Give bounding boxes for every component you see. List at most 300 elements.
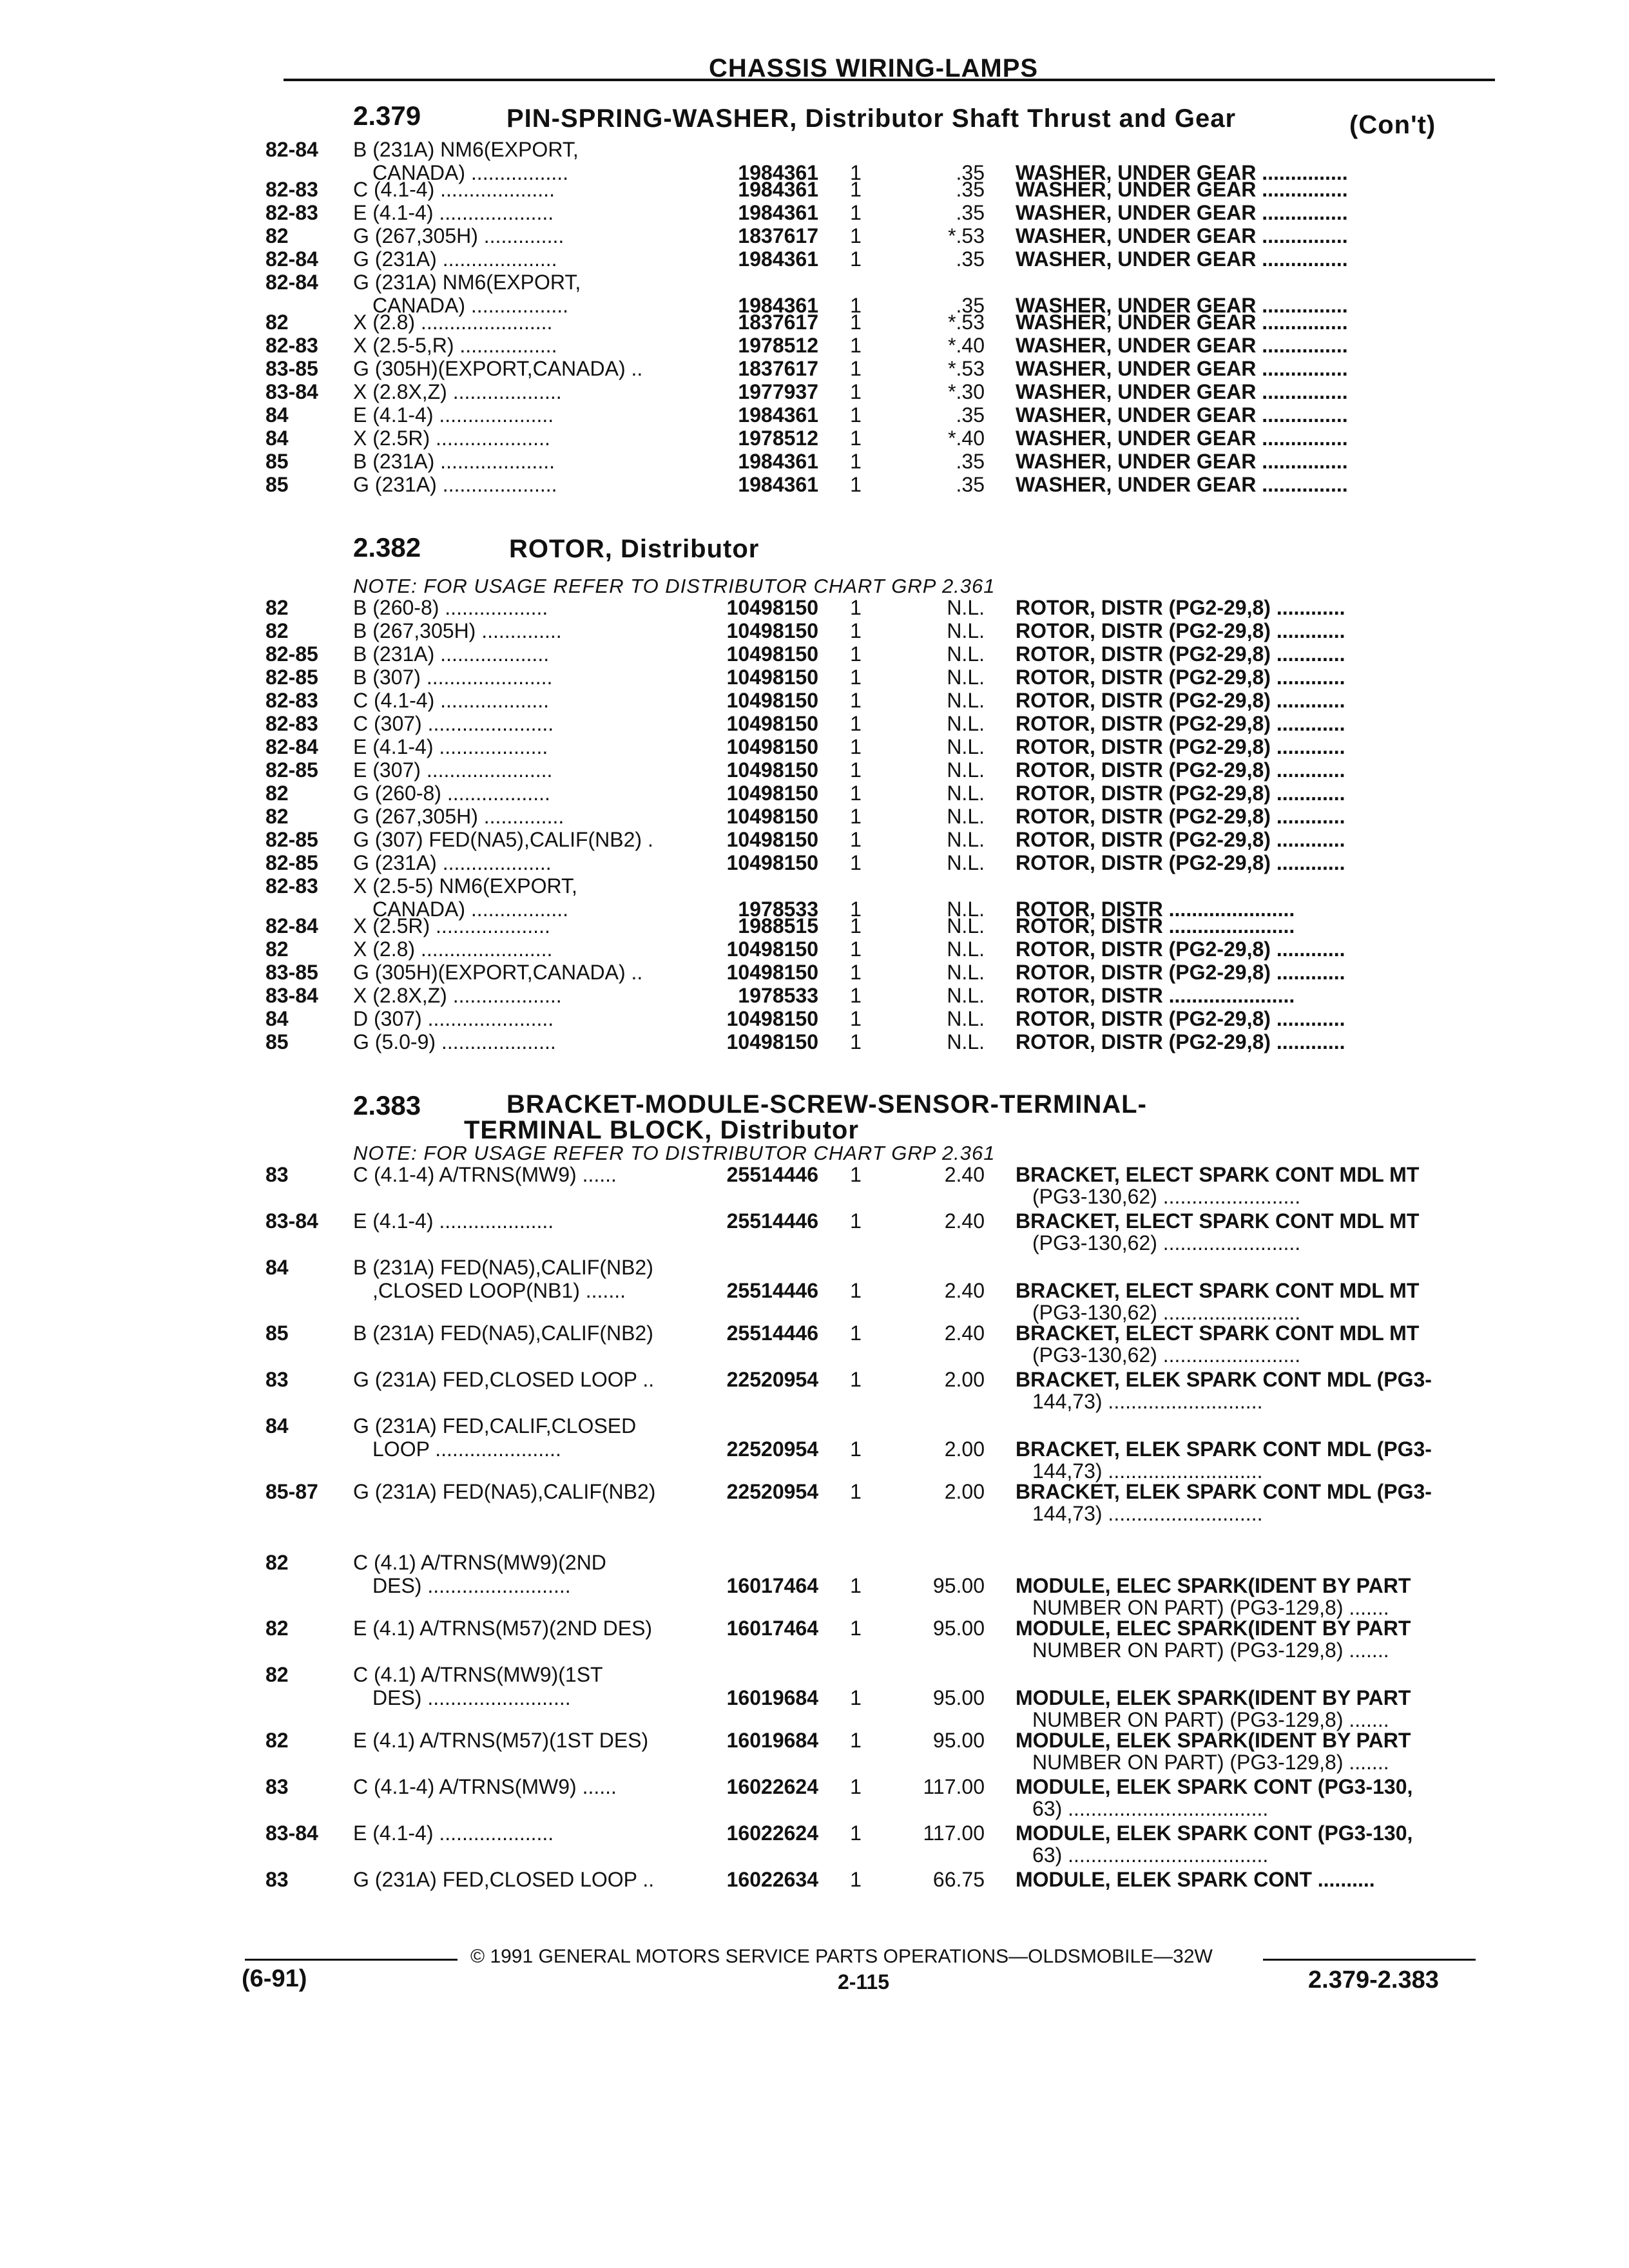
part-number: 22520954 (726, 1437, 818, 1461)
part-description: WASHER, UNDER GEAR ............... (1016, 201, 1348, 224)
part-number: 16019684 (726, 1729, 818, 1752)
part-number: 10498150 (726, 689, 818, 712)
model-years: 82-83 (265, 201, 318, 224)
part-description: BRACKET, ELEK SPARK CONT MDL (PG3- (1016, 1368, 1432, 1391)
application: C (4.1-4) A/TRNS(MW9) ...... (353, 1163, 617, 1186)
model-years: 82-85 (265, 758, 318, 782)
price: N.L. (947, 898, 985, 921)
application: X (2.8X,Z) ................... (353, 984, 562, 1007)
part-description-continued: 144,73) ........................... (1032, 1502, 1263, 1525)
part-description: ROTOR, DISTR (PG2-29,8) ............ (1016, 619, 1345, 642)
part-description-continued: 63) ................................... (1032, 1843, 1269, 1867)
price: .35 (956, 178, 985, 201)
application: X (2.5R) .................... (353, 427, 550, 450)
part-description: MODULE, ELEK SPARK CONT (PG3-130, (1016, 1821, 1413, 1845)
part-description-continued: (PG3-130,62) ........................ (1032, 1185, 1301, 1208)
model-years: 82-83 (265, 334, 318, 357)
section-note: NOTE: FOR USAGE REFER TO DISTRIBUTOR CHART GRP 2.361 (353, 575, 996, 597)
price: N.L. (947, 758, 985, 782)
part-description: BRACKET, ELEK SPARK CONT MDL (PG3- (1016, 1437, 1432, 1461)
quantity: 1 (850, 178, 862, 201)
part-number: 10498150 (726, 1007, 818, 1030)
price: N.L. (947, 914, 985, 937)
price: N.L. (947, 666, 985, 689)
part-number: 1837617 (738, 357, 818, 380)
price: N.L. (947, 1007, 985, 1030)
section-number: 2.379 (353, 101, 421, 131)
price: N.L. (947, 619, 985, 642)
quantity: 1 (850, 473, 862, 496)
application: B (231A) FED(NA5),CALIF(NB2) (353, 1321, 653, 1345)
application: G (231A) FED,CLOSED LOOP .. (353, 1868, 655, 1891)
application: G (231A) .................... (353, 473, 557, 496)
model-years: 83-85 (265, 961, 318, 984)
part-number: 25514446 (726, 1279, 818, 1302)
application: B (260-8) .................. (353, 596, 548, 619)
application: B (231A) .................... (353, 450, 555, 473)
part-description: ROTOR, DISTR (PG2-29,8) ............ (1016, 758, 1345, 782)
part-description-continued: 144,73) ........................... (1032, 1390, 1263, 1413)
footer-group-range: 2.379-2.383 (1308, 1966, 1439, 1994)
application: X (2.8) ....................... (353, 311, 553, 334)
model-years: 82 (265, 937, 289, 961)
price: .35 (956, 201, 985, 224)
model-years: 84 (265, 403, 289, 427)
application: G (231A) .................... (353, 247, 557, 271)
quantity: 1 (850, 1030, 862, 1053)
model-years: 82-83 (265, 712, 318, 735)
part-description: WASHER, UNDER GEAR ............... (1016, 427, 1348, 450)
application: G (231A) ................... (353, 851, 552, 874)
price: 2.40 (944, 1321, 985, 1345)
part-number: 10498150 (726, 782, 818, 805)
price: N.L. (947, 596, 985, 619)
footer-rule-left (245, 1959, 458, 1961)
price: .35 (956, 473, 985, 496)
part-description: WASHER, UNDER GEAR ............... (1016, 161, 1348, 184)
price: N.L. (947, 828, 985, 851)
part-number: 1977937 (738, 380, 818, 403)
quantity: 1 (850, 311, 862, 334)
application: E (4.1) A/TRNS(M57)(1ST DES) (353, 1729, 649, 1752)
quantity: 1 (850, 914, 862, 937)
part-description: BRACKET, ELECT SPARK CONT MDL MT (1016, 1279, 1420, 1302)
part-description: ROTOR, DISTR ...................... (1016, 984, 1295, 1007)
part-description: ROTOR, DISTR (PG2-29,8) ............ (1016, 596, 1345, 619)
price: .35 (956, 450, 985, 473)
part-number: 10498150 (726, 961, 818, 984)
model-years: 85 (265, 473, 289, 496)
model-years: 82 (265, 596, 289, 619)
part-number: 10498150 (726, 758, 818, 782)
quantity: 1 (850, 357, 862, 380)
part-number: 10498150 (726, 712, 818, 735)
application-continued: LOOP ...................... (372, 1437, 561, 1461)
part-description: BRACKET, ELECT SPARK CONT MDL MT (1016, 1163, 1420, 1186)
quantity: 1 (850, 1574, 862, 1597)
part-description: ROTOR, DISTR (PG2-29,8) ............ (1016, 805, 1345, 828)
quantity: 1 (850, 596, 862, 619)
application: X (2.5-5) NM6(EXPORT, (353, 874, 577, 898)
part-description: ROTOR, DISTR (PG2-29,8) ............ (1016, 937, 1345, 961)
part-description: MODULE, ELEK SPARK CONT .......... (1016, 1868, 1375, 1891)
price: N.L. (947, 712, 985, 735)
quantity: 1 (850, 712, 862, 735)
part-number: 22520954 (726, 1368, 818, 1391)
quantity: 1 (850, 1821, 862, 1845)
part-number: 1978512 (738, 427, 818, 450)
quantity: 1 (850, 403, 862, 427)
price: N.L. (947, 937, 985, 961)
quantity: 1 (850, 782, 862, 805)
model-years: 82 (265, 1551, 289, 1574)
model-years: 85 (265, 1321, 289, 1345)
price: N.L. (947, 961, 985, 984)
model-years: 84 (265, 427, 289, 450)
application: G (305H)(EXPORT,CANADA) .. (353, 961, 643, 984)
quantity: 1 (850, 666, 862, 689)
price: *.40 (948, 334, 985, 357)
application: B (307) ...................... (353, 666, 553, 689)
part-number: 10498150 (726, 805, 818, 828)
part-description: ROTOR, DISTR (PG2-29,8) ............ (1016, 961, 1345, 984)
part-number: 10498150 (726, 619, 818, 642)
model-years: 83-84 (265, 984, 318, 1007)
model-years: 83 (265, 1368, 289, 1391)
part-description: MODULE, ELEK SPARK(IDENT BY PART (1016, 1729, 1411, 1752)
quantity: 1 (850, 1209, 862, 1233)
quantity: 1 (850, 224, 862, 247)
part-description: ROTOR, DISTR ...................... (1016, 914, 1295, 937)
model-years: 82 (265, 1663, 289, 1686)
application-continued: CANADA) ................. (372, 294, 569, 317)
application-continued: ,CLOSED LOOP(NB1) ....... (372, 1279, 626, 1302)
part-number: 16022634 (726, 1868, 818, 1891)
application-continued: DES) ......................... (372, 1574, 571, 1597)
quantity: 1 (850, 201, 862, 224)
price: 95.00 (932, 1729, 985, 1752)
model-years: 83-85 (265, 357, 318, 380)
price: *.30 (948, 380, 985, 403)
part-description-continued: NUMBER ON PART) (PG3-129,8) ....... (1032, 1596, 1389, 1619)
model-years: 85 (265, 450, 289, 473)
quantity: 1 (850, 1617, 862, 1640)
application: C (4.1-4) ................... (353, 689, 550, 712)
price: 117.00 (923, 1821, 985, 1845)
quantity: 1 (850, 758, 862, 782)
part-number: 1984361 (738, 201, 818, 224)
application: G (267,305H) .............. (353, 805, 564, 828)
application: E (4.1-4) .................... (353, 201, 554, 224)
part-number: 25514446 (726, 1163, 818, 1186)
part-description-continued: NUMBER ON PART) (PG3-129,8) ....... (1032, 1639, 1389, 1662)
model-years: 82-83 (265, 689, 318, 712)
footer-date: (6-91) (242, 1965, 307, 1992)
section-title: PIN-SPRING-WASHER, Distributor Shaft Thrust and Gear (506, 104, 1237, 133)
quantity: 1 (850, 1007, 862, 1030)
application: G (231A) NM6(EXPORT, (353, 271, 581, 294)
part-description: WASHER, UNDER GEAR ............... (1016, 357, 1348, 380)
model-years: 82-83 (265, 178, 318, 201)
quantity: 1 (850, 642, 862, 666)
price: *.53 (948, 224, 985, 247)
price: N.L. (947, 782, 985, 805)
section-title: BRACKET-MODULE-SCREW-SENSOR-TERMINAL- (506, 1090, 1147, 1119)
part-number: 1978512 (738, 334, 818, 357)
model-years: 83 (265, 1775, 289, 1798)
part-number: 1984361 (738, 473, 818, 496)
part-number: 1978533 (738, 898, 818, 921)
price: *.40 (948, 427, 985, 450)
quantity: 1 (850, 427, 862, 450)
model-years: 84 (265, 1007, 289, 1030)
part-number: 16022624 (726, 1821, 818, 1845)
part-description: WASHER, UNDER GEAR ............... (1016, 294, 1348, 317)
application: G (260-8) .................. (353, 782, 550, 805)
price: N.L. (947, 642, 985, 666)
model-years: 82-84 (265, 247, 318, 271)
part-number: 25514446 (726, 1209, 818, 1233)
part-description: ROTOR, DISTR (PG2-29,8) ............ (1016, 782, 1345, 805)
part-number: 10498150 (726, 642, 818, 666)
model-years: 82-84 (265, 138, 318, 161)
footer-rule-right (1263, 1959, 1476, 1961)
part-description: ROTOR, DISTR (PG2-29,8) ............ (1016, 828, 1345, 851)
price: 2.00 (944, 1480, 985, 1503)
part-description: ROTOR, DISTR ...................... (1016, 898, 1295, 921)
part-description: WASHER, UNDER GEAR ............... (1016, 311, 1348, 334)
part-number: 1837617 (738, 224, 818, 247)
application: E (4.1-4) .................... (353, 403, 554, 427)
price: 95.00 (932, 1686, 985, 1709)
model-years: 82-85 (265, 666, 318, 689)
model-years: 82-84 (265, 914, 318, 937)
quantity: 1 (850, 828, 862, 851)
model-years: 83-84 (265, 1209, 318, 1233)
price: *.53 (948, 311, 985, 334)
application: X (2.8) ....................... (353, 937, 553, 961)
model-years: 82-83 (265, 874, 318, 898)
part-number: 10498150 (726, 1030, 818, 1053)
application: E (4.1-4) ................... (353, 735, 548, 758)
footer-copyright: © 1991 GENERAL MOTORS SERVICE PARTS OPERATIONS—OLDSMOBILE—32W (470, 1946, 1213, 1967)
model-years: 82 (265, 805, 289, 828)
part-number: 1984361 (738, 294, 818, 317)
part-description: WASHER, UNDER GEAR ............... (1016, 450, 1348, 473)
part-description: WASHER, UNDER GEAR ............... (1016, 224, 1348, 247)
price: 2.40 (944, 1209, 985, 1233)
part-description: BRACKET, ELECT SPARK CONT MDL MT (1016, 1321, 1420, 1345)
quantity: 1 (850, 1686, 862, 1709)
part-description: WASHER, UNDER GEAR ............... (1016, 334, 1348, 357)
part-number: 16017464 (726, 1617, 818, 1640)
part-description-continued: NUMBER ON PART) (PG3-129,8) ....... (1032, 1708, 1389, 1731)
quantity: 1 (850, 1775, 862, 1798)
model-years: 83-84 (265, 380, 318, 403)
application: G (231A) FED,CLOSED LOOP .. (353, 1368, 655, 1391)
price: .35 (956, 294, 985, 317)
page-header-title: CHASSIS WIRING-LAMPS (709, 54, 1039, 82)
quantity: 1 (850, 689, 862, 712)
part-number: 1984361 (738, 161, 818, 184)
model-years: 82 (265, 1617, 289, 1640)
application: B (231A) ................... (353, 642, 550, 666)
application: C (4.1) A/TRNS(MW9)(2ND (353, 1551, 606, 1574)
quantity: 1 (850, 1368, 862, 1391)
part-description: ROTOR, DISTR (PG2-29,8) ............ (1016, 689, 1345, 712)
part-description: WASHER, UNDER GEAR ............... (1016, 473, 1348, 496)
price: 2.00 (944, 1368, 985, 1391)
part-description: WASHER, UNDER GEAR ............... (1016, 380, 1348, 403)
part-description: MODULE, ELEK SPARK(IDENT BY PART (1016, 1686, 1411, 1709)
application: D (307) ...................... (353, 1007, 554, 1030)
part-number: 1837617 (738, 311, 818, 334)
model-years: 83 (265, 1868, 289, 1891)
quantity: 1 (850, 1868, 862, 1891)
model-years: 84 (265, 1256, 289, 1279)
part-description: ROTOR, DISTR (PG2-29,8) ............ (1016, 1030, 1345, 1053)
application: C (4.1-4) .................... (353, 178, 555, 201)
part-description: ROTOR, DISTR (PG2-29,8) ............ (1016, 712, 1345, 735)
quantity: 1 (850, 619, 862, 642)
application: G (307) FED(NA5),CALIF(NB2) . (353, 828, 653, 851)
part-description-continued: 63) ................................... (1032, 1797, 1269, 1820)
application: X (2.5-5,R) ................. (353, 334, 557, 357)
part-number: 25514446 (726, 1321, 818, 1345)
price: 117.00 (923, 1775, 985, 1798)
model-years: 82 (265, 1729, 289, 1752)
application: G (231A) FED(NA5),CALIF(NB2) (353, 1480, 656, 1503)
part-number: 1984361 (738, 178, 818, 201)
part-number: 22520954 (726, 1480, 818, 1503)
section-note: NOTE: FOR USAGE REFER TO DISTRIBUTOR CHART GRP 2.361 (353, 1142, 996, 1164)
part-description-continued: 144,73) ........................... (1032, 1459, 1263, 1483)
part-number: 1978533 (738, 984, 818, 1007)
price: 95.00 (932, 1574, 985, 1597)
part-number: 16022624 (726, 1775, 818, 1798)
part-description: ROTOR, DISTR (PG2-29,8) ............ (1016, 851, 1345, 874)
part-description: MODULE, ELEC SPARK(IDENT BY PART (1016, 1617, 1411, 1640)
model-years: 82-84 (265, 271, 318, 294)
quantity: 1 (850, 735, 862, 758)
part-description: BRACKET, ELECT SPARK CONT MDL MT (1016, 1209, 1420, 1233)
quantity: 1 (850, 334, 862, 357)
quantity: 1 (850, 380, 862, 403)
application: B (231A) NM6(EXPORT, (353, 138, 579, 161)
application: B (231A) FED(NA5),CALIF(NB2) (353, 1256, 653, 1279)
quantity: 1 (850, 294, 862, 317)
model-years: 82 (265, 311, 289, 334)
price: 2.00 (944, 1437, 985, 1461)
application-continued: DES) ......................... (372, 1686, 571, 1709)
quantity: 1 (850, 898, 862, 921)
quantity: 1 (850, 805, 862, 828)
application-continued: CANADA) ................. (372, 898, 569, 921)
model-years: 82-85 (265, 851, 318, 874)
part-number: 10498150 (726, 851, 818, 874)
model-years: 82 (265, 619, 289, 642)
quantity: 1 (850, 984, 862, 1007)
quantity: 1 (850, 1163, 862, 1186)
quantity: 1 (850, 161, 862, 184)
part-number: 1984361 (738, 403, 818, 427)
section-continued: (Con't) (1349, 111, 1436, 139)
part-number: 1984361 (738, 247, 818, 271)
model-years: 82 (265, 782, 289, 805)
part-description: WASHER, UNDER GEAR ............... (1016, 178, 1348, 201)
part-description: BRACKET, ELEK SPARK CONT MDL (PG3- (1016, 1480, 1432, 1503)
application: C (4.1-4) A/TRNS(MW9) ...... (353, 1775, 617, 1798)
part-number: 10498150 (726, 666, 818, 689)
part-description: WASHER, UNDER GEAR ............... (1016, 247, 1348, 271)
price: *.53 (948, 357, 985, 380)
part-description: ROTOR, DISTR (PG2-29,8) ............ (1016, 1007, 1345, 1030)
part-description: ROTOR, DISTR (PG2-29,8) ............ (1016, 642, 1345, 666)
application-continued: CANADA) ................. (372, 161, 569, 184)
price: N.L. (947, 851, 985, 874)
model-years: 82-85 (265, 642, 318, 666)
quantity: 1 (850, 1279, 862, 1302)
price: N.L. (947, 984, 985, 1007)
application: G (267,305H) .............. (353, 224, 564, 247)
price: N.L. (947, 735, 985, 758)
application: E (4.1-4) .................... (353, 1209, 554, 1233)
model-years: 84 (265, 1414, 289, 1437)
part-number: 10498150 (726, 828, 818, 851)
section-title: ROTOR, Distributor (509, 535, 760, 563)
quantity: 1 (850, 247, 862, 271)
quantity: 1 (850, 961, 862, 984)
price: N.L. (947, 689, 985, 712)
price: .35 (956, 403, 985, 427)
part-number: 10498150 (726, 596, 818, 619)
application: G (305H)(EXPORT,CANADA) .. (353, 357, 643, 380)
application: X (2.5R) .................... (353, 914, 550, 937)
model-years: 83 (265, 1163, 289, 1186)
section-title-line2: TERMINAL BLOCK, Distributor (464, 1116, 859, 1144)
model-years: 82 (265, 224, 289, 247)
application: E (4.1-4) .................... (353, 1821, 554, 1845)
part-description-continued: (PG3-130,62) ........................ (1032, 1231, 1301, 1254)
part-description: MODULE, ELEC SPARK(IDENT BY PART (1016, 1574, 1411, 1597)
quantity: 1 (850, 1437, 862, 1461)
model-years: 85 (265, 1030, 289, 1053)
application: E (4.1) A/TRNS(M57)(2ND DES) (353, 1617, 653, 1640)
price: .35 (956, 161, 985, 184)
model-years: 82-84 (265, 735, 318, 758)
part-description-continued: NUMBER ON PART) (PG3-129,8) ....... (1032, 1751, 1389, 1774)
quantity: 1 (850, 1321, 862, 1345)
quantity: 1 (850, 450, 862, 473)
price: 2.40 (944, 1163, 985, 1186)
part-number: 1988515 (738, 914, 818, 937)
application: B (267,305H) .............. (353, 619, 562, 642)
application: G (5.0-9) .................... (353, 1030, 556, 1053)
quantity: 1 (850, 1480, 862, 1503)
section-number: 2.383 (353, 1090, 421, 1120)
price: 66.75 (932, 1868, 985, 1891)
part-description: MODULE, ELEK SPARK CONT (PG3-130, (1016, 1775, 1413, 1798)
part-description: ROTOR, DISTR (PG2-29,8) ............ (1016, 735, 1345, 758)
application: E (307) ...................... (353, 758, 553, 782)
model-years: 82-85 (265, 828, 318, 851)
application: G (231A) FED,CALIF,CLOSED (353, 1414, 637, 1437)
part-description: ROTOR, DISTR (PG2-29,8) ............ (1016, 666, 1345, 689)
application: X (2.8X,Z) ................... (353, 380, 562, 403)
quantity: 1 (850, 937, 862, 961)
part-description: WASHER, UNDER GEAR ............... (1016, 403, 1348, 427)
model-years: 85-87 (265, 1480, 318, 1503)
